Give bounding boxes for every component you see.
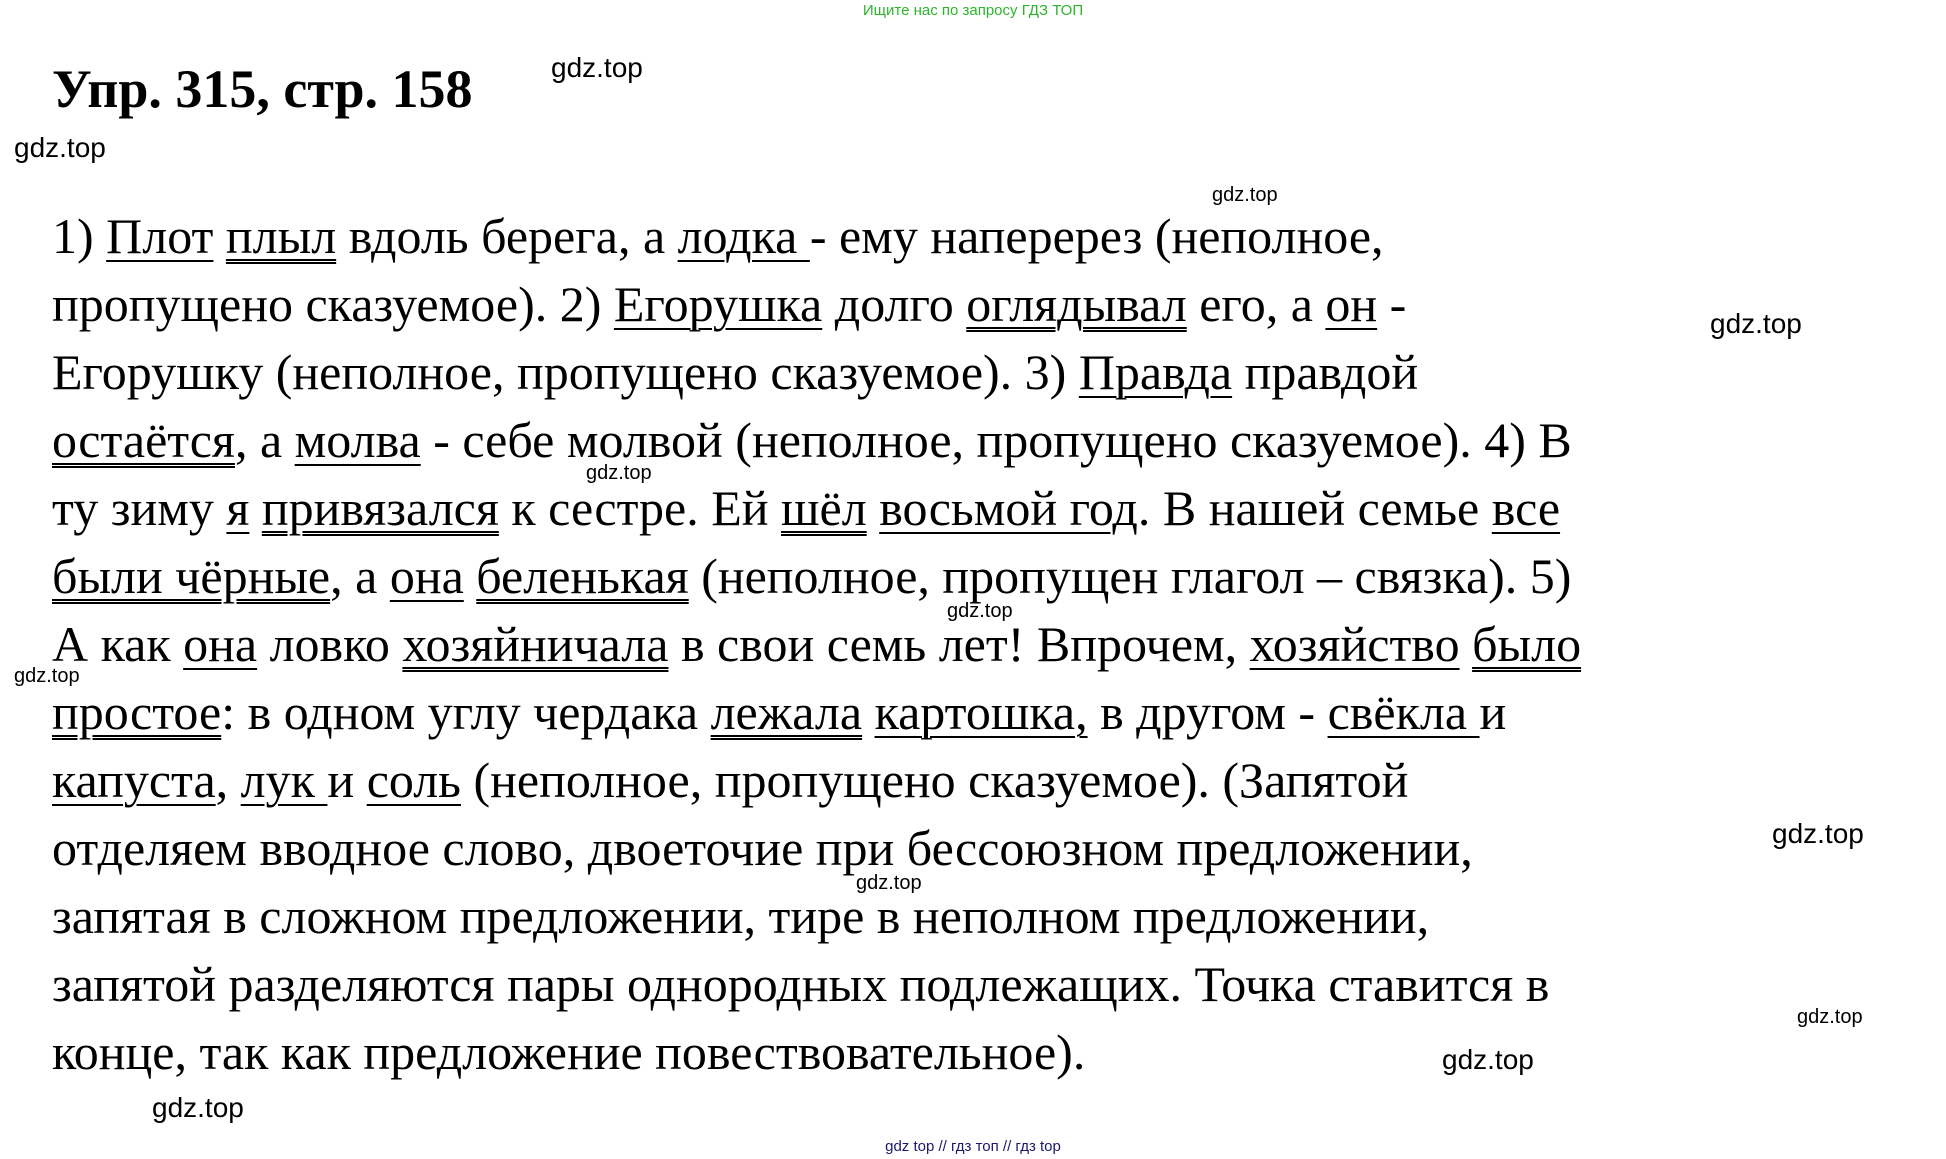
text-segment xyxy=(213,208,226,264)
subject-word: лодка xyxy=(677,208,810,264)
text-segment: . В нашей семье xyxy=(1137,480,1492,536)
text-line xyxy=(52,1018,1892,1086)
top-banner: Ищите нас по запросу ГДЗ ТОП xyxy=(862,2,1084,19)
text-segment xyxy=(464,548,477,604)
text-line xyxy=(52,882,1892,950)
subject-word: картошка, xyxy=(874,684,1088,740)
watermark: gdz.top xyxy=(14,132,106,163)
text-segment: - xyxy=(1377,276,1407,332)
text-segment: вдоль берега, а xyxy=(336,208,678,264)
predicate-word: остаётся xyxy=(52,412,235,468)
text-segment: пропущено сказуемое). 2) xyxy=(52,276,614,332)
text-line xyxy=(52,270,1892,338)
watermark: gdz.top xyxy=(586,462,652,484)
text-segment: запятой разделяются пары однородных подлежащих. Точка ставится в xyxy=(52,956,1550,1012)
predicate-word: привязался xyxy=(261,480,499,536)
text-segment: : в одном углу чердака xyxy=(221,684,711,740)
text-segment xyxy=(862,684,875,740)
text-segment xyxy=(249,480,262,536)
predicate-word: были чёрные xyxy=(52,548,331,604)
text-segment: запятая в сложном предложении, тире в неполном предложении, xyxy=(52,888,1430,944)
text-segment xyxy=(867,480,880,536)
text-line xyxy=(52,202,1892,270)
text-segment: Егорушку (неполное, пропущено сказуемое). 3) xyxy=(52,344,1079,400)
subject-word: я xyxy=(226,480,250,536)
text-line xyxy=(52,610,1892,678)
watermark: gdz.top xyxy=(1442,1044,1534,1075)
text-line xyxy=(52,474,1892,542)
text-line xyxy=(52,950,1892,1018)
text-segment: - себе молвой (неполное, пропущено сказуемое). 4) В xyxy=(420,412,1572,468)
watermark: gdz.top xyxy=(14,665,80,687)
text-segment: правдой xyxy=(1232,344,1419,400)
watermark: gdz.top xyxy=(152,1092,244,1123)
subject-word: свёкла xyxy=(1327,684,1480,740)
watermark: gdz.top xyxy=(1797,1006,1863,1028)
text-segment: долго xyxy=(822,276,967,332)
subject-word: Правда xyxy=(1078,344,1233,400)
predicate-word: хозяйничала xyxy=(402,616,669,672)
text-line xyxy=(52,406,1892,474)
text-segment: и xyxy=(327,752,367,808)
text-segment: к сестре. Ей xyxy=(498,480,782,536)
predicate-word: лежала xyxy=(710,684,863,740)
subject-word: она xyxy=(389,548,464,604)
text-segment: , а xyxy=(234,412,295,468)
predicate-word: плыл xyxy=(225,208,337,264)
subject-word: капуста xyxy=(52,752,216,808)
text-segment: отделяем вводное слово, двоеточие при бессоюзном предложении, xyxy=(52,820,1473,876)
subject-word: все xyxy=(1491,480,1561,536)
text-segment: конце, так как предложение повествовательное). xyxy=(52,1024,1086,1080)
subject-word: восьмой год xyxy=(879,480,1138,536)
subject-word: Плот xyxy=(106,208,214,264)
subject-word: молва xyxy=(294,412,421,468)
text-segment: в другом - xyxy=(1087,684,1328,740)
page-title: Упр. 315, стр. 158 xyxy=(52,59,473,119)
watermark: gdz.top xyxy=(1772,818,1864,849)
watermark: gdz.top xyxy=(856,872,922,894)
text-segment xyxy=(1460,616,1473,672)
predicate-word: беленькая xyxy=(476,548,689,604)
text-line xyxy=(52,746,1892,814)
text-segment: ту зиму xyxy=(52,480,227,536)
subject-word: он xyxy=(1325,276,1378,332)
text-segment: А как xyxy=(52,616,184,672)
watermark: gdz.top xyxy=(551,52,643,83)
text-segment: ловко xyxy=(257,616,403,672)
text-segment: , xyxy=(215,752,241,808)
footer-links: gdz top // гдз топ // гдз top xyxy=(885,1138,1061,1155)
predicate-word: простое xyxy=(52,684,222,740)
text-segment: 1) xyxy=(52,208,107,264)
watermark: gdz.top xyxy=(1212,184,1278,206)
subject-word: хозяйство xyxy=(1249,616,1460,672)
text-line xyxy=(52,814,1892,882)
text-segment: (неполное, пропущен глагол – связка). 5) xyxy=(688,548,1572,604)
subject-word: она xyxy=(183,616,258,672)
subject-word: Егорушка xyxy=(613,276,823,332)
watermark: gdz.top xyxy=(947,600,1013,622)
text-segment: его, а xyxy=(1186,276,1326,332)
text-line xyxy=(52,542,1892,610)
predicate-word: было xyxy=(1472,616,1582,672)
text-segment: и xyxy=(1479,684,1507,740)
subject-word: соль xyxy=(366,752,461,808)
predicate-word: оглядывал xyxy=(966,276,1187,332)
subject-word: лук xyxy=(240,752,328,808)
predicate-word: шёл xyxy=(781,480,867,536)
exercise-text xyxy=(52,202,1892,1086)
watermark: gdz.top xyxy=(1710,308,1802,339)
text-segment: , а xyxy=(330,548,390,604)
text-segment: в свои семь лет! Впрочем, xyxy=(668,616,1250,672)
text-line xyxy=(52,338,1892,406)
text-segment: (неполное, пропущено сказуемое). (Запятой xyxy=(460,752,1409,808)
text-segment: - ему наперерез (неполное, xyxy=(809,208,1384,264)
text-line xyxy=(52,678,1892,746)
